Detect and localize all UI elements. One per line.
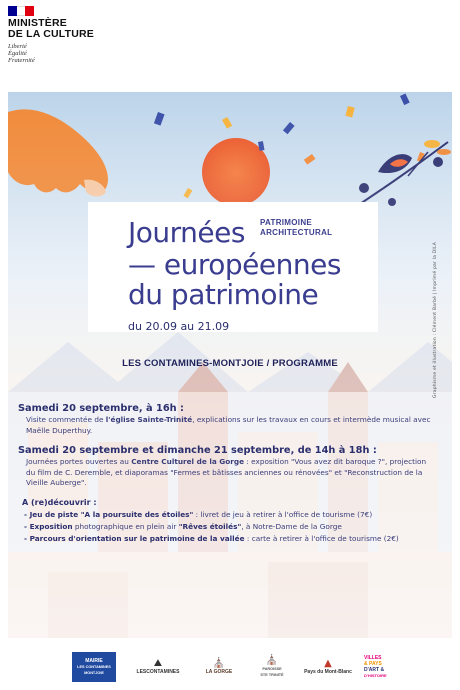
motto-egalite: Égalité bbox=[8, 50, 27, 57]
paroisse-logo: ⛪ PAROISSE STE TRINITÉ bbox=[260, 655, 284, 677]
poster bbox=[8, 92, 452, 638]
event2-description bbox=[18, 457, 438, 489]
list-item: - Exposition photographique en plein air "Rêves étoilés", à Notre-Dame de la Gorge bbox=[24, 521, 342, 531]
ministry-logo bbox=[8, 6, 128, 78]
villes-art-histoire-logo: VILLES & PAYS D'ART & D'HISTOIRE bbox=[364, 655, 387, 678]
event1-description bbox=[18, 415, 438, 436]
title-line-2: — européennes bbox=[128, 248, 341, 281]
mairie-logo: MAIRIE LES CONTAMINES MONTJOIE bbox=[72, 652, 116, 682]
event1-post: , explications sur les travaux en cours et intermède musical avec Maëlle Duperthuy. bbox=[26, 415, 431, 435]
contamines-logo: ⛰ LESCONTAMINES bbox=[136, 658, 180, 675]
mountain-icon: ⛰ bbox=[153, 658, 163, 669]
event2-venue: Centre Culturel de la Gorge bbox=[131, 457, 245, 466]
event1-title: Samedi 20 septembre, à 16h : bbox=[18, 403, 184, 414]
category-tag bbox=[260, 218, 332, 237]
event-dates: du 20.09 au 21.09 bbox=[128, 320, 230, 333]
rediscover-label: A (re)découvrir : bbox=[22, 497, 97, 507]
motto bbox=[8, 43, 128, 64]
event2-post: : exposition "Vous avez dit baroque ?", projection du film de C. Deremble, et diaporamas "Fermes et bâtisses anciennes ou rénovées" et "Reconstruction de la Vieille Auberge". bbox=[26, 457, 427, 487]
chapel-icon: ⛪ bbox=[212, 658, 226, 669]
marianne-flag-icon bbox=[8, 6, 34, 16]
gorge-logo: ⛪ LA GORGE bbox=[205, 658, 233, 675]
motto-fraternite: Fraternité bbox=[8, 57, 35, 64]
event2-title: Samedi 20 septembre et dimanche 21 septembre, de 14h à 18h : bbox=[18, 445, 377, 456]
list-item: - Jeu de piste "A la poursuite des étoiles" : livret de jeu à retirer à l'office de tourisme (7€) bbox=[24, 509, 373, 519]
program-subhead: LES CONTAMINES-MONTJOIE / PROGRAMME bbox=[122, 358, 338, 369]
motto-liberte: Liberté bbox=[8, 43, 27, 50]
partner-logos bbox=[0, 648, 460, 688]
list-item: - Parcours d'orientation sur le patrimoine de la vallée : carte à retirer à l'office de tourisme (2€) bbox=[24, 533, 399, 543]
activity-list bbox=[18, 509, 438, 545]
tag-line-1: PATRIMOINE bbox=[260, 218, 313, 227]
program-text bbox=[18, 402, 438, 545]
event1-venue: l'église Sainte-Trinité bbox=[105, 415, 193, 424]
title-line-3: du patrimoine bbox=[128, 278, 319, 311]
illustration-credit: Graphisme et illustration : Clément Barbé | Imprimé par la DILA bbox=[433, 242, 438, 398]
peak-icon: ▲ bbox=[324, 658, 332, 669]
church-icon: ⛪ bbox=[265, 655, 279, 666]
tag-line-2: ARCHITECTURAL bbox=[260, 227, 333, 237]
title-line-1: Journées bbox=[128, 216, 245, 249]
event2-pre: Journées portes ouvertes au bbox=[26, 457, 132, 466]
event1-pre: Visite commentée de bbox=[26, 415, 106, 424]
ministry-line-2: DE LA CULTURE bbox=[8, 28, 95, 40]
ministry-line-1: MINISTÈRE bbox=[8, 17, 67, 29]
pays-mont-blanc-logo: ▲ Pays du Mont-Blanc bbox=[304, 658, 352, 675]
